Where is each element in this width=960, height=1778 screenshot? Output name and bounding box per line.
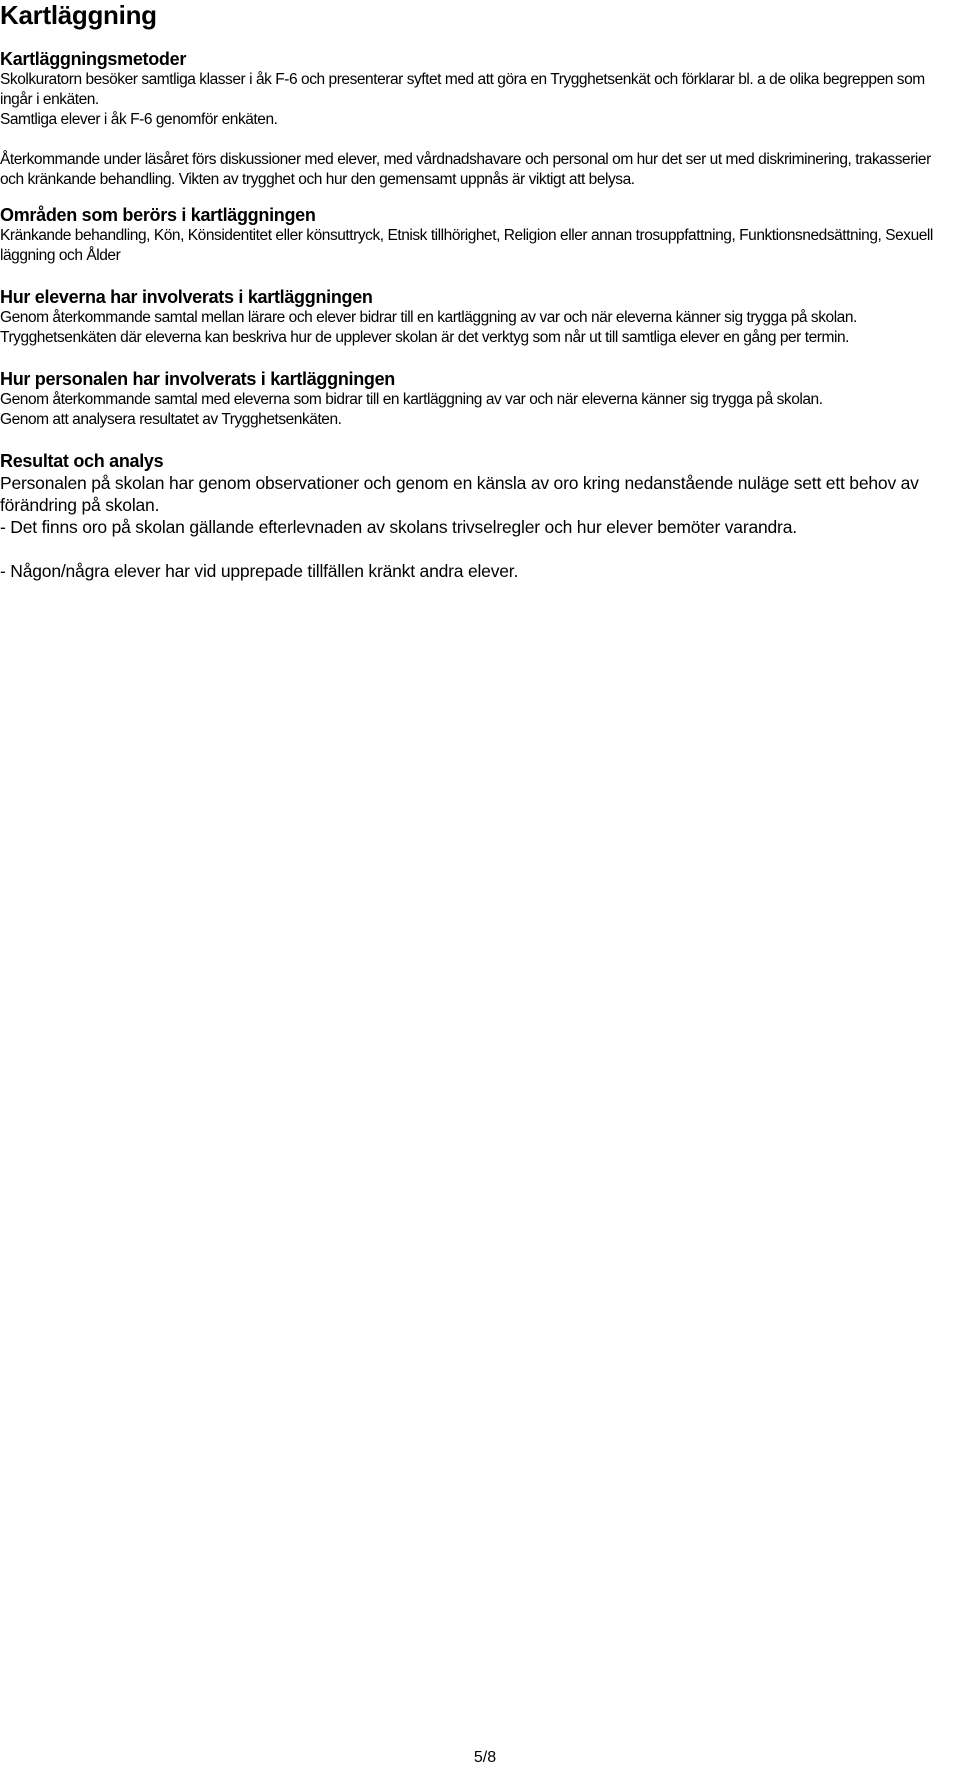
section-heading: Resultat och analys [0,451,164,471]
page-number: 5/8 [473,1749,497,1766]
paragraph: Genom återkommande samtal med eleverna som bidrar till en kartläggning av var och när eleverna känner sig trygga på skolan. [0,391,823,408]
paragraph: Samtliga elever i åk F-6 genomför enkäten. [0,111,278,128]
paragraph: Återkommande under läsåret förs diskussioner med elever, med vårdnadshavare och personal om hur det ser ut med diskriminering, trakasserier och kränkande behandling. Vikten av trygghet och hur den gemensamt uppnås är viktigt att belysa. [0,151,931,188]
section-heading: Hur eleverna har involverats i kartläggningen [0,287,373,307]
section-resultat-och-analys [0,450,940,582]
document-content [0,48,940,582]
section-personal-involverats [0,368,940,430]
section-heading: Områden som berörs i kartläggningen [0,205,316,225]
section-omraden [0,204,940,266]
paragraph: Kränkande behandling, Kön, Könsidentitet eller könsuttryck, Etnisk tillhörighet, Religion eller annan trosuppfattning, Funktionsnedsättning, Sexuell läggning och Ålder [0,227,933,264]
paragraph: - Någon/några elever har vid upprepade tillfällen kränkt andra elever. [0,561,519,581]
page-title: Kartläggning [0,0,157,30]
section-heading: Kartläggningsmetoder [0,49,187,69]
paragraph: - Det finns oro på skolan gällande efterlevnaden av skolans trivselregler och hur elever bemöter varandra. [0,517,797,537]
section-heading: Hur personalen har involverats i kartläggningen [0,369,396,389]
section-elever-involverats [0,286,940,348]
paragraph: Skolkuratorn besöker samtliga klasser i åk F-6 och presenterar syftet med att göra en Trygghetsenkät och förklarar bl. a de olika begreppen som ingår i enkäten. [0,71,925,108]
section-kartlaggningsmetoder [0,48,940,190]
paragraph: Genom återkommande samtal mellan lärare och elever bidrar till en kartläggning av var och när eleverna känner sig trygga på skolan. Trygghetsenkäten där eleverna kan beskriva hur de upplever skolan är det verktyg som når ut till samtliga elever en gång per termin. [0,309,857,346]
paragraph: Personalen på skolan har genom observationer och genom en känsla av oro kring nedanstående nuläge sett ett behov av förändring på skolan. [0,473,919,515]
paragraph: Genom att analysera resultatet av Trygghetsenkäten. [0,411,342,428]
